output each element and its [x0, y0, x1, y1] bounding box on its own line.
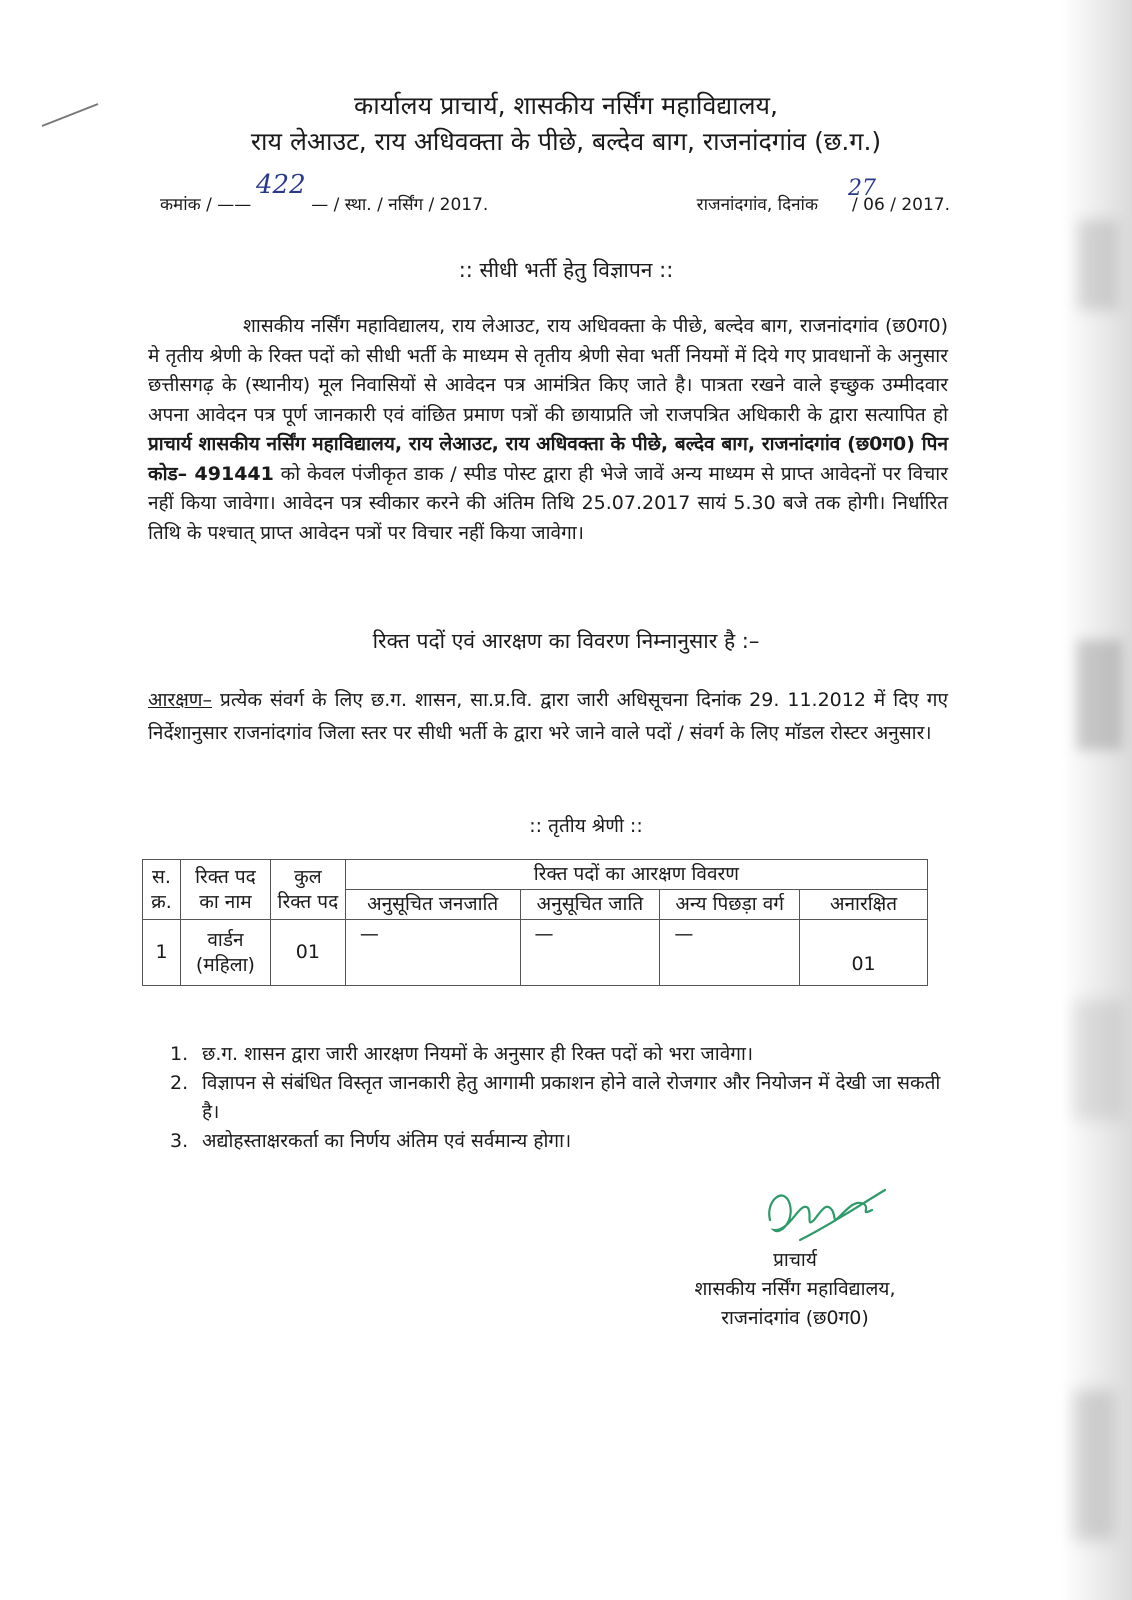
vacancy-table — [142, 859, 928, 986]
note-number: 1. — [170, 1043, 189, 1065]
header-post-name: रिक्त पद का नाम — [180, 860, 270, 920]
reference-prefix: कमांक / —— — [160, 195, 252, 215]
body-text-part-1: शासकीय नर्सिंग महाविद्यालय, राय लेआउट, राय अधिवक्ता के पीछे, बल्देव बाग, राजनांदगांव (छ0ग0) मे तृतीय श्रेणी के रिक्त पदों को सीधी भर्ती के माध्यम से तृतीय श्रेणी सेवा भर्ती नियमों में दिये गए प्रावधानों के अनुसार छत्तीसगढ़ के (स्थानीय) मूल निवासियों से आवेदन पत्र आमंत्रित किए जाते है। पात्रता रखने वाले इच्छुक उम्मीदवार अपना आवेदन पत्र पूर्ण जानकारी एवं वांछित प्रमाण पत्रों की छायाप्रति जो राजपत्रित अधिकारी के द्वारा सत्यापित हो — [148, 315, 948, 426]
cell-st: — — [345, 920, 520, 986]
header-line-2: राय लेआउट, राय अधिवक्ता के पीछे, बल्देव बाग, राजनांदगांव (छ.ग.) — [250, 127, 882, 156]
table-row — [143, 920, 928, 986]
cell-total: 01 — [270, 920, 345, 986]
list-item — [170, 1127, 960, 1156]
signatory-designation — [660, 1246, 930, 1333]
header-sno: स. क्र. — [143, 860, 181, 920]
designation-location: राजनांदगांव (छ0ग0) — [721, 1307, 869, 1329]
scan-smudge — [1074, 1000, 1124, 1120]
note-text: छ.ग. शासन द्वारा जारी आरक्षण नियमों के अनुसार ही रिक्त पदों को भरा जावेगा। — [202, 1043, 754, 1065]
designation-title: प्राचार्य — [773, 1249, 817, 1271]
date-prefix: राजनांदगांव, दिनांक — [696, 195, 819, 215]
date-suffix: / 06 / 2017. — [852, 195, 950, 215]
header-sc: अनुसूचित जाति — [520, 890, 660, 920]
handwritten-date-day: 27 — [848, 176, 876, 201]
note-number: 3. — [170, 1130, 189, 1152]
category-title: :: तृतीय श्रेणी :: — [529, 815, 643, 837]
list-item — [170, 1040, 960, 1069]
table-header-row — [143, 860, 928, 890]
reference-number — [160, 192, 488, 215]
scan-smudge — [1077, 640, 1122, 750]
reference-suffix: — / स्था. / नर्सिंग / 2017. — [311, 195, 489, 215]
note-text: अद्योहस्ताक्षरकर्ता का निर्णय अंतिम एवं सर्वमान्य होगा। — [202, 1130, 572, 1152]
advertisement-body — [148, 312, 948, 548]
header-unreserved: अनारक्षित — [800, 890, 928, 920]
notes-list — [170, 1040, 960, 1156]
header-obc: अन्य पिछड़ा वर्ग — [660, 890, 800, 920]
header-st: अनुसूचित जनजाति — [345, 890, 520, 920]
body-text-part-2: को केवल पंजीकृत डाक / स्पीड पोस्ट द्वारा ही भेजे जावें अन्य माध्यम से प्राप्त आवेदनों पर विचार नहीं किया जावेगा। आवेदन पत्र स्वीकार करने की अंतिम तिथि 25.07.2017 सायं 5.30 बजे तक होगी। निर्धारित तिथि के पश्चात् प्राप्त आवेदन पत्रों पर विचार नहीं किया जावेगा। — [148, 462, 948, 544]
header-line-1: कार्यालय प्राचार्य, शासकीय नर्सिंग महाविद्यालय, — [354, 91, 778, 120]
handwritten-reference-number: 422 — [256, 170, 306, 200]
reservation-label: आरक्षण– — [148, 689, 213, 711]
reservation-paragraph — [148, 684, 948, 750]
list-item — [170, 1069, 960, 1127]
office-header — [0, 88, 1132, 160]
advertisement-title: :: सीधी भर्ती हेतु विज्ञापन :: — [458, 258, 674, 282]
reservation-text: प्रत्येक संवर्ग के लिए छ.ग. शासन, सा.प्र.वि. द्वारा जारी अधिसूचना दिनांक 29. 11.2012 में दिए गए निर्देशानुसार राजनांदगांव जिला स्तर पर सीधी भर्ती के द्वारा भरे जाने वाले पदों / संवर्ग के लिए मॉडल रोस्टर अनुसार। — [148, 689, 948, 744]
designation-institution: शासकीय नर्सिंग महाविद्यालय, — [694, 1278, 896, 1300]
scan-smudge — [1074, 1390, 1114, 1540]
cell-unreserved: 01 — [800, 920, 928, 986]
vacancy-details-heading: रिक्त पदों एवं आरक्षण का विवरण निम्नानुसार है :– — [372, 629, 760, 653]
header-total-posts: कुल रिक्त पद — [270, 860, 345, 920]
note-text: विज्ञापन से संबंधित विस्तृत जानकारी हेतु आगामी प्रकाशन होने वाले रोजगार और नियोजन में देखी जा सकती है। — [202, 1072, 941, 1123]
cell-post-name: वार्डन (महिला) — [180, 920, 270, 986]
cell-sno: 1 — [143, 920, 181, 986]
reference-date — [697, 192, 950, 215]
cell-sc: — — [520, 920, 660, 986]
body-address-bold: प्राचार्य शासकीय नर्सिंग महाविद्यालय, राय लेआउट, राय अधिवक्ता के पीछे, बल्देव बाग, राजनांदगांव (छ0ग0) पिन कोड– 491441 — [148, 433, 948, 485]
note-number: 2. — [170, 1072, 189, 1094]
cell-obc: — — [660, 920, 800, 986]
header-reservation-group: रिक्त पदों का आरक्षण विवरण — [345, 860, 927, 890]
